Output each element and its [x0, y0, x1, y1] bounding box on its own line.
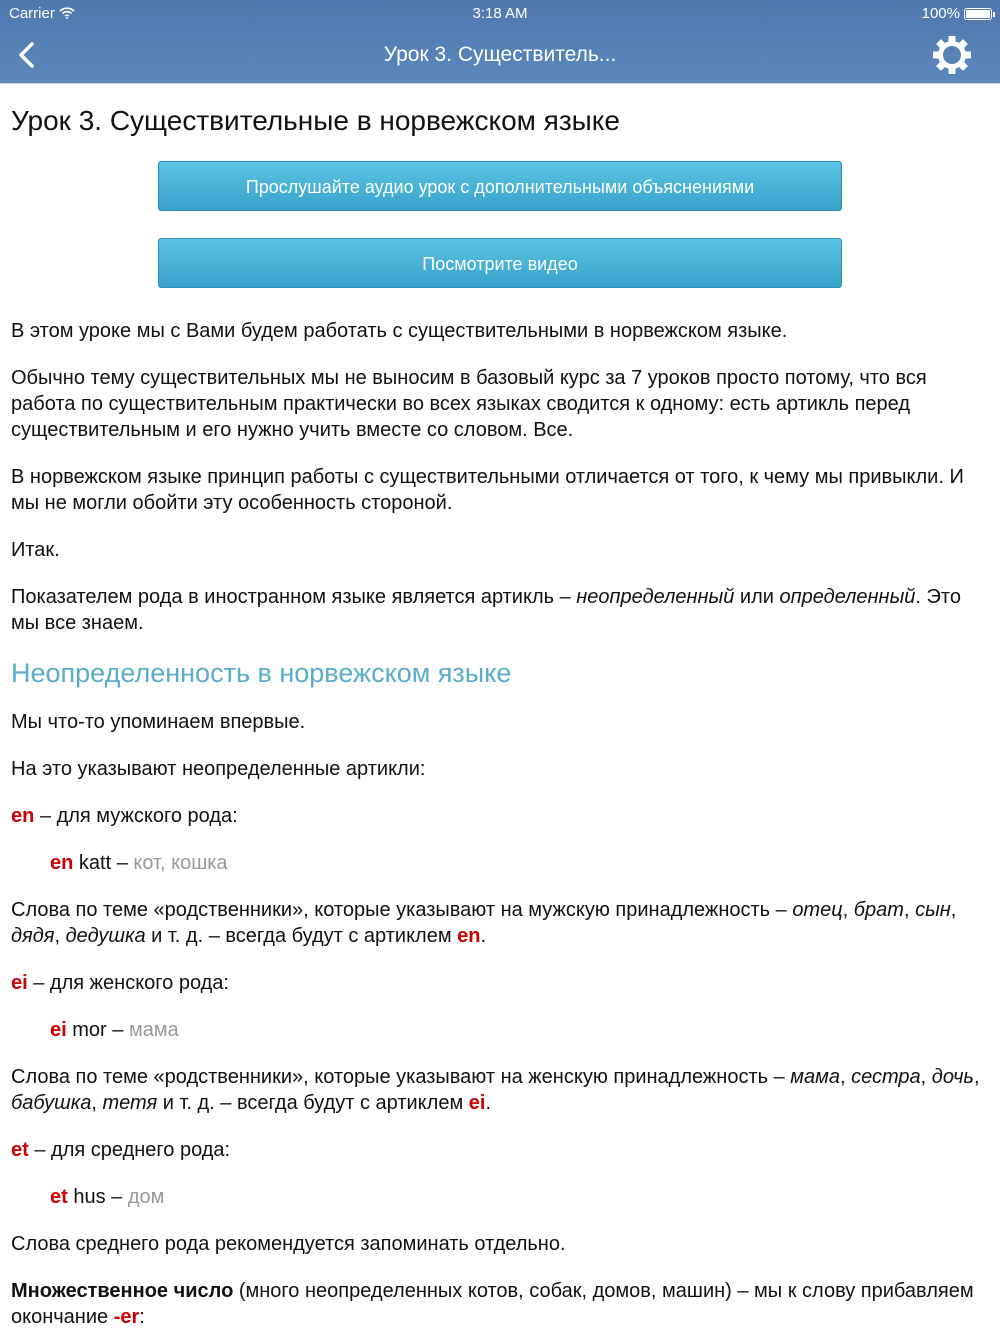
paragraph [11, 1278, 989, 1330]
text-segment: Слова по теме «родственники», которые указывают на мужскую принадлежность – [11, 899, 793, 921]
article-highlight: et [50, 1186, 68, 1208]
text-segment: Неопределенность в норвежском языке [11, 658, 512, 688]
text-segment: отец [792, 899, 843, 921]
text-segment: , [91, 1092, 103, 1114]
page-title: Урок 3. Существительные в норвежском языке [11, 105, 620, 136]
text-segment: тетя [102, 1092, 158, 1114]
article-highlight: en [50, 852, 74, 874]
text-segment: сын [915, 899, 951, 921]
article-highlight: et [11, 1139, 29, 1161]
paragraph [11, 1231, 989, 1257]
text-segment: . Это мы все знаем. [11, 586, 961, 634]
text-segment: (много неопределенных котов, собак, домов, машин) – мы к слову прибавляем окончание [11, 1280, 974, 1328]
paragraph [11, 897, 989, 949]
text-segment: мама [790, 1066, 840, 1088]
text-segment: hus – [67, 1186, 128, 1208]
paragraph [11, 365, 989, 443]
text-segment: Слова по теме «родственники», которые указывают на женскую принадлежность – [11, 1066, 791, 1088]
text-segment: и т. д. – всегда будут с артиклем [145, 925, 458, 947]
paragraph [11, 970, 989, 996]
article-highlight: ei [468, 1092, 486, 1114]
text-segment: – для женского рода: [27, 972, 229, 994]
text-segment: В норвежском языке принцип работы с существительными отличается от того, к чему мы привыкли. И мы не могли обойти эту особенность стороной. [11, 466, 964, 514]
text-segment: Слова среднего рода рекомендуется запоминать отдельно. [11, 1233, 566, 1255]
example-line [11, 1184, 989, 1210]
gear-icon[interactable] [932, 35, 972, 75]
text-segment: Итак. [11, 539, 60, 561]
text-segment: katt – [73, 852, 134, 874]
paragraph [11, 756, 989, 782]
text-segment: Показателем рода в иностранном языке является артикль – [11, 586, 577, 608]
paragraph [11, 537, 989, 563]
translation-text: мама [128, 1019, 179, 1041]
section-heading [11, 657, 989, 689]
text-segment: и т. д. – всегда будут с артиклем [157, 1092, 469, 1114]
status-bar [0, 0, 1000, 27]
text-segment: брат [853, 899, 904, 921]
text-segment: – для среднего рода: [28, 1139, 231, 1161]
clock: 3:18 AM [472, 5, 528, 22]
text-segment: дядя [11, 925, 55, 947]
text-segment: , [839, 1066, 852, 1088]
watch-video-button[interactable]: Посмотрите видео [158, 238, 842, 288]
text-segment: дочь [931, 1066, 974, 1088]
lesson-content [0, 104, 1000, 1330]
text-segment: . [480, 925, 487, 947]
nav-title: Урок 3. Существитель... [383, 43, 617, 66]
lesson-body [11, 318, 989, 1330]
text-segment: неопределенный [576, 586, 735, 608]
paragraph [11, 584, 989, 636]
carrier-label: Carrier [9, 5, 75, 22]
text-segment: Множественное число [11, 1280, 234, 1302]
article-highlight: ei [50, 1019, 67, 1041]
text-segment: определенный [779, 586, 916, 608]
article-highlight: -er [113, 1306, 140, 1328]
text-segment: , [920, 1066, 932, 1088]
text-segment: бабушка [11, 1092, 92, 1114]
paragraph [11, 709, 989, 735]
example-line [11, 1017, 989, 1043]
text-segment: сестра [851, 1066, 921, 1088]
translation-text: дом [127, 1186, 165, 1208]
text-segment: Мы что-то упоминаем впервые. [11, 711, 306, 733]
text-segment: Обычно тему существительных мы не выносим в базовый курс за 7 уроков просто потому, что вся работа по существительным практически во всех языках сводится к одному: есть артикль перед существительным и его нужно учить вместе со словом. Все. [11, 367, 927, 441]
battery-icon [964, 8, 992, 20]
text-segment: , [842, 899, 854, 921]
audio-lesson-button[interactable]: Прослушайте аудио урок с дополнительными объяснениями [158, 161, 842, 211]
text-segment: – для мужского рода: [34, 805, 238, 827]
text-segment: : [139, 1306, 145, 1328]
battery-status: 100% [922, 5, 992, 22]
navigation-bar [0, 27, 1000, 83]
text-segment: или [734, 586, 780, 608]
article-highlight: en [457, 925, 481, 947]
text-segment: В этом уроке мы с Вами будем работать с существительными в норвежском языке. [11, 320, 788, 342]
text-segment: дедушка [65, 925, 146, 947]
text-segment: , [950, 899, 957, 921]
text-segment: mor – [66, 1019, 129, 1041]
text-segment: На это указывают неопределенные артикли: [11, 758, 426, 780]
paragraph [11, 318, 989, 344]
paragraph [11, 803, 989, 829]
text-segment: , [973, 1066, 980, 1088]
top-bar [0, 0, 1000, 84]
paragraph [11, 1064, 989, 1116]
text-segment: . [485, 1092, 492, 1114]
paragraph [11, 1137, 989, 1163]
paragraph [11, 464, 989, 516]
example-line [11, 850, 989, 876]
text-segment: , [903, 899, 916, 921]
translation-text: кот, кошка [133, 852, 228, 874]
article-highlight: ei [11, 972, 28, 994]
text-segment: , [54, 925, 66, 947]
article-highlight: en [11, 805, 35, 827]
